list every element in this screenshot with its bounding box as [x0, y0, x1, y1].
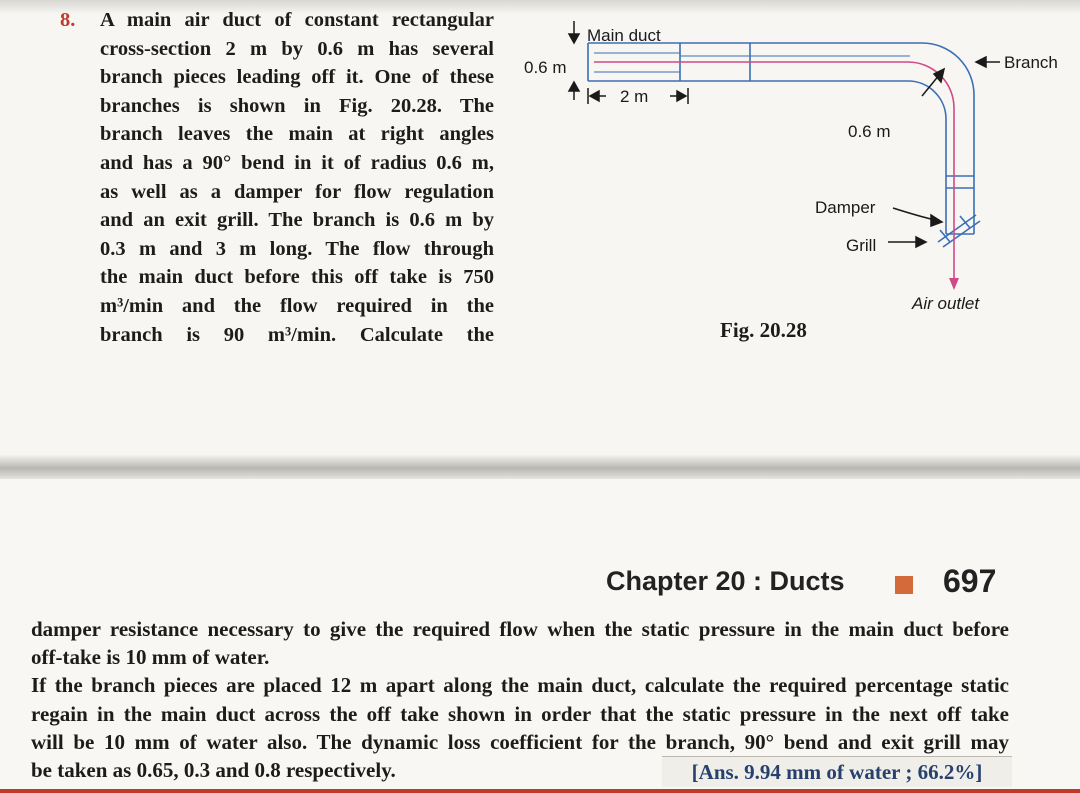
label-damper: Damper — [815, 198, 876, 217]
label-branch: Branch — [1004, 53, 1058, 72]
dimension-marks — [569, 21, 1000, 247]
problem-line: as well as a damper for flow regulation — [100, 180, 494, 203]
text-line: be taken as 0.65, 0.3 and 0.8 respectively. — [31, 757, 396, 782]
problem-line: the main duct before this off take is 750 — [100, 266, 494, 289]
text-line: damper resistance necessary to give the required flow when the static pressure in the main duct before — [31, 617, 1009, 641]
label-main-duct: Main duct — [587, 26, 661, 45]
problem-line: branch pieces leading off it. One of these — [100, 66, 494, 89]
damper-arrowhead — [931, 215, 942, 226]
label-air-outlet: Air outlet — [912, 294, 980, 313]
problem-line: and an exit grill. The branch is 0.6 m by — [100, 209, 494, 232]
width-arrowhead-left — [590, 91, 599, 101]
problem-line: m³/min and the flow required in the — [100, 294, 494, 317]
flow-arrowhead — [949, 278, 959, 290]
page-number: 697 — [943, 563, 997, 599]
problem-line: branches is shown in Fig. 20.28. The — [100, 94, 494, 117]
label-grill: Grill — [846, 236, 877, 255]
problem-line: A main air duct of constant rectangular — [100, 9, 494, 31]
problem-line: branch is 90 m³/min. Calculate the — [100, 323, 494, 346]
width-arrowhead-right — [677, 91, 686, 101]
main-duct-arrowhead — [569, 34, 579, 43]
duct-outline — [588, 43, 974, 234]
text-line: off-take is 10 mm of water. — [31, 645, 270, 670]
duct-figure — [510, 16, 1080, 346]
problem-line: and has a 90° bend in it of radius 0.6 m, — [100, 151, 494, 174]
branch-arrowhead — [976, 57, 986, 67]
figure-caption: Fig. 20.28 — [720, 318, 807, 342]
problem-line: 0.3 m and 3 m long. The flow through — [100, 237, 494, 260]
label-bend-radius: 0.6 m — [848, 122, 891, 141]
problem-statement — [60, 6, 500, 349]
label-duct-width: 2 m — [620, 87, 649, 106]
height-arrowhead — [569, 82, 579, 91]
damper-leader — [893, 208, 935, 220]
problem-line: branch leaves the main at right angles — [100, 123, 494, 146]
duct-diagram — [510, 16, 1080, 346]
text-line: will be 10 mm of water also. The dynamic loss coefficient for the branch, 90° bend and exit grill may — [31, 729, 1009, 754]
page-divider — [0, 455, 1080, 479]
answer-box: [Ans. 9.94 mm of water ; 66.2%] — [662, 756, 1012, 787]
problem-number: 8. — [60, 9, 76, 31]
bottom-red-rule — [0, 789, 1080, 793]
label-duct-height: 0.6 m — [524, 58, 567, 77]
header-square-icon — [895, 576, 913, 594]
chapter-title: Chapter 20 : Ducts — [606, 566, 845, 596]
text-line: If the branch pieces are placed 12 m apart along the main duct, calculate the required percentage static — [31, 673, 1009, 698]
text-line: regain in the main duct across the off take shown in order that the static pressure in the next off take — [31, 701, 1009, 726]
problem-line: cross-section 2 m by 0.6 m has several — [100, 37, 494, 60]
grill-arrowhead — [916, 237, 926, 247]
